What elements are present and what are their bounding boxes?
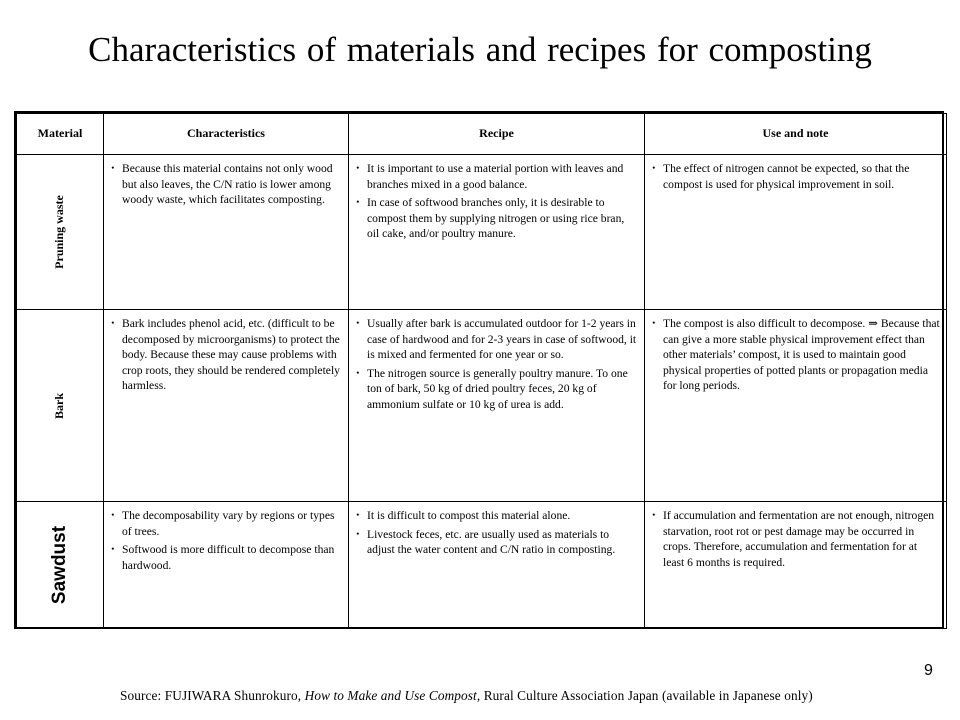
characteristics-cell [104,310,349,502]
composting-table [14,111,944,629]
material-label: Pruning waste [52,195,67,269]
use-note-cell [645,502,947,629]
page-number: 9 [924,662,933,679]
header-material: Material [17,114,104,155]
slide-title: Characteristics of materials and recipes for composting [88,30,872,69]
recipe-cell [349,502,645,629]
bullet-item: ・ Bark includes phenol acid, etc. (difficult to be decomposed by microorganisms) to protect the body. Because these may cause problems with crop roots, they should be rendered completely harmless. [110,316,342,394]
source-suffix: , Rural Culture Association Japan (available in Japanese only) [476,688,813,703]
table-row-bark [17,310,947,502]
material-label: Bark [52,392,67,419]
bullet-item: ・ In case of softwood branches only, it is desirable to compost them by supplying nitrogen or using rice bran, oil cake, and/or poultry manure. [355,195,638,242]
bullet-item: ・ It is important to use a material portion with leaves and branches mixed in a good balance. [355,161,638,192]
header-use-and-note: Use and note [645,114,947,155]
table-row-sawdust [17,502,947,629]
bullet-item: ・ The effect of nitrogen cannot be expected, so that the compost is used for physical improvement in soil. [651,161,940,192]
bullet-item: ・ Because this material contains not only wood but also leaves, the C/N ratio is lower among woody waste, which facilitates composting. [110,161,342,208]
source-book-title: How to Make and Use Compost [304,688,477,703]
bullet-item: ・ The decomposability vary by regions or types of trees. [110,508,342,539]
source-prefix: Source: FUJIWARA Shunrokuro, [120,688,305,703]
characteristics-cell [104,502,349,629]
table-row-pruning-waste [17,155,947,310]
use-note-cell [645,155,947,310]
recipe-cell [349,310,645,502]
bullet-item: ・ Softwood is more difficult to decompose than hardwood. [110,542,342,573]
bullet-item: ・ Usually after bark is accumulated outdoor for 1-2 years in case of hardwood and for 2-3 years in case of softwood, it is mixed and fermented for one year or so. [355,316,638,363]
material-cell [17,310,104,502]
source-citation [120,688,950,704]
bullet-item: ・ It is difficult to compost this material alone. [355,508,638,524]
material-label: Sawdust [49,525,71,605]
table-header-row [17,114,947,155]
recipe-cell [349,155,645,310]
bullet-item: ・ If accumulation and fermentation are not enough, nitrogen starvation, root rot or pest damage may be occurred in crops. Therefore, accumulation and fermentation for at least 6 months is required. [651,508,940,570]
bullet-item: ・ The nitrogen source is generally poultry manure. To one ton of bark, 50 kg of dried poultry feces, 20 kg of ammonium sulfate or 10 kg of urea is add. [355,366,638,413]
header-recipe: Recipe [349,114,645,155]
use-note-cell [645,310,947,502]
material-cell [17,502,104,629]
characteristics-cell [104,155,349,310]
header-characteristics: Characteristics [104,114,349,155]
bullet-item: ・ The compost is also difficult to decompose. ⇒ Because that can give a more stable physical improvement effect than other materials’ compost, it is used to maintain good physical properties of potted plants or propagation media for long periods. [651,316,940,394]
bullet-item: ・ Livestock feces, etc. are usually used as materials to adjust the water content and C/N ratio in composting. [355,527,638,558]
material-cell [17,155,104,310]
